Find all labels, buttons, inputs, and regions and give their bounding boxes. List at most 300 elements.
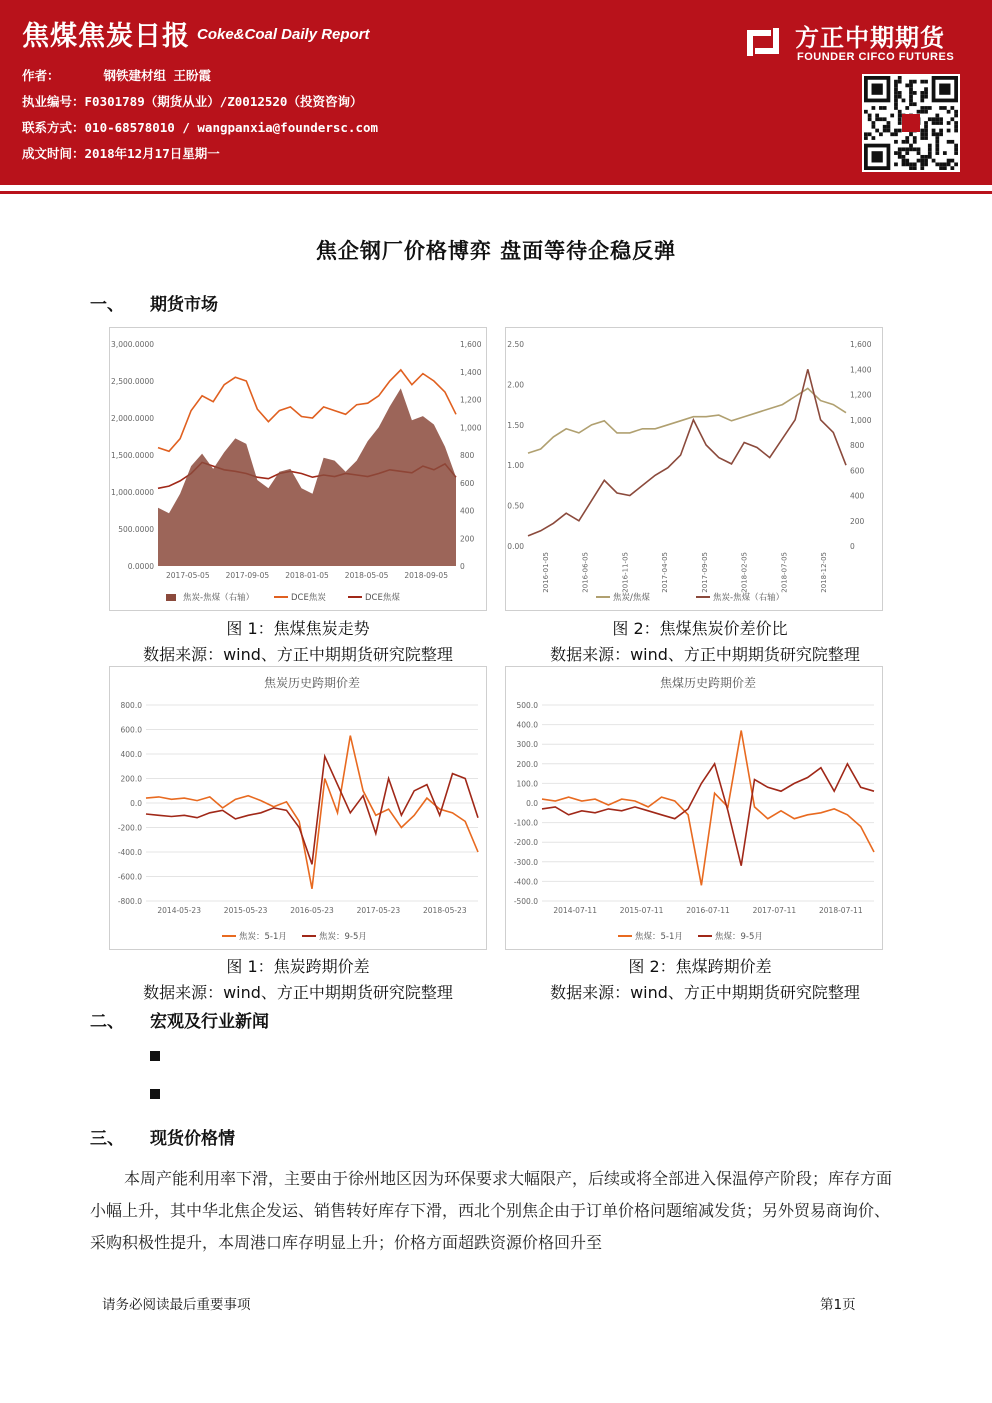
x-tick-label: 2015-05-23 [223,906,268,915]
x-tick-label: 2016-05-23 [290,906,334,915]
y2-tick-label: 400 [850,491,865,501]
qr-module [905,151,909,155]
x-tick-label: 2018-07-05 [780,552,789,593]
chart-coke-coal-trend-svg [110,328,488,612]
qr-module [913,140,917,144]
qr-module [875,114,879,118]
qr-module [894,102,898,106]
x-tick-label: 2016-11-05 [621,552,630,593]
qr-module [950,159,954,163]
qr-module [920,136,924,140]
section-number: 一、 [90,295,124,315]
qr-module [939,129,943,133]
qr-module [943,106,947,110]
x-tick-label: 2016-06-05 [581,552,590,593]
qr-module [898,151,902,155]
qr-module [932,121,936,125]
header-divider [0,191,992,194]
qr-module [924,87,928,91]
qr-module [920,155,924,159]
x-tick-label: 2016-07-11 [686,906,730,915]
qr-module [902,155,906,159]
license-line [22,92,362,110]
qr-finder-core [872,84,883,95]
x-tick-label: 2018-05-05 [344,571,389,580]
qr-module [935,114,939,118]
chart-spread-ratio-svg [506,328,884,612]
qr-module [913,102,917,106]
qr-module [887,121,891,125]
qr-module [909,147,913,151]
qr-module [872,106,876,110]
license-label: 执业编号： [22,94,85,109]
qr-module [898,117,902,121]
qr-module [928,117,932,121]
qr-module [954,121,958,125]
qr-module [950,166,954,170]
qr-module [913,162,917,166]
qr-module [939,106,943,110]
qr-module [898,91,902,95]
section-title: 宏观及行业新闻 [150,1012,269,1032]
y2-tick-label: 0 [850,542,855,551]
x-tick-label: 2016-01-05 [541,552,550,593]
qr-module [902,140,906,144]
qr-module [928,106,932,110]
x-tick-label: 2018-05-23 [423,906,467,915]
author-label: 作者： [22,68,60,83]
qr-module [872,136,876,140]
qr-module [954,125,958,129]
x-tick-label: 2018-09-05 [404,571,448,580]
x-tick-label: 2018-02-05 [740,552,749,593]
qr-module [924,91,928,95]
qr-module [894,95,898,99]
y-tick-label: 500.0 [516,701,538,710]
company-logo [743,18,978,68]
qr-module [894,91,898,95]
qr-module [913,136,917,140]
qr-module [902,162,906,166]
figure-caption-2: 图 2：焦煤焦炭价差价比 [612,619,788,638]
qr-module [932,159,936,163]
y-tick-label: 2,500.0000 [111,377,154,386]
y2-tick-label: 1,200 [850,390,872,400]
qr-module [954,162,958,166]
qr-module [932,129,936,133]
qr-module [872,125,876,129]
line-series [528,388,846,453]
x-tick-label: 2018-07-11 [819,906,863,915]
qr-module [890,132,894,136]
date-label: 成文时间： [22,146,85,161]
legend-label: DCE焦煤 [365,593,400,603]
qr-finder-core [939,84,950,95]
qr-module [898,147,902,151]
qr-module [920,110,924,114]
x-tick-label: 2017-04-05 [661,552,670,593]
qr-module [894,151,898,155]
contact-value: 010-68578010 / wangpanxia@foundersc.com [84,120,379,135]
x-tick-label: 2017-07-11 [752,906,797,915]
qr-module [917,151,921,155]
qr-module [879,106,883,110]
y2-tick-label: 1,400 [850,365,872,375]
qr-module [935,144,939,148]
y2-tick-label: 400 [460,506,475,516]
qr-module [924,132,928,136]
qr-module [943,162,947,166]
y-tick-label: 0.0 [130,799,142,808]
qr-module [924,162,928,166]
y2-tick-label: 200 [850,516,865,526]
qr-module [920,132,924,136]
qr-center-logo [902,114,920,132]
qr-module [894,84,898,88]
logo-text-en: FOUNDER CIFCO FUTURES [797,51,955,63]
qr-module [920,162,924,166]
qr-module [920,95,924,99]
y2-tick-label: 1,000 [460,423,482,433]
y2-tick-label: 1,400 [460,367,482,377]
qr-module [920,80,924,84]
y-tick-label: 200.0 [516,759,538,769]
body-paragraph [90,1163,900,1259]
y-tick-label: 2.00 [507,380,524,390]
qr-module [920,166,924,170]
qr-module [902,147,906,151]
x-tick-label: 2014-07-11 [553,906,597,915]
y-tick-label: 2,000.0000 [111,414,154,423]
qr-module [947,129,951,133]
section-heading-futures [90,290,218,315]
legend-swatch [166,594,176,601]
qr-module [935,117,939,121]
qr-module [898,121,902,125]
qr-module [917,110,921,114]
qr-module [909,162,913,166]
qr-module [924,80,928,84]
qr-module [935,151,939,155]
qr-module [898,110,902,114]
qr-module [898,76,902,80]
legend-label: 焦炭：5-1月 [239,932,287,942]
qr-module [905,162,909,166]
qr-module [939,121,943,125]
qr-module [898,80,902,84]
qr-module [894,132,898,136]
qr-module [898,95,902,99]
y-tick-label: -200.0 [117,823,142,833]
y2-tick-label: 1,600 [850,340,872,349]
qr-module [920,129,924,133]
figure-source-1: 数据来源：wind、方正中期期货研究院整理 [143,645,453,664]
qr-module [868,117,872,121]
qr-module [924,125,928,129]
qr-module [909,166,913,170]
qr-code-icon [864,76,958,170]
report-header [0,0,992,185]
document-title: 焦企钢厂价格博弈 盘面等待企稳反弹 [315,239,677,263]
qr-module [909,80,913,84]
qr-code [862,74,960,172]
qr-module [920,106,924,110]
date-value: 2018年12月17日星期一 [84,146,220,161]
y-tick-label: -300.0 [513,857,538,867]
qr-module [909,102,913,106]
y-tick-label: -600.0 [117,872,142,882]
x-tick-label: 2018-01-05 [285,571,329,580]
qr-module [935,162,939,166]
qr-module [939,117,943,121]
qr-module [913,166,917,170]
qr-module [943,166,947,170]
line-series [146,756,478,864]
qr-module [905,159,909,163]
qr-module [868,132,872,136]
qr-module [935,140,939,144]
y-tick-label: 500.0000 [118,525,154,534]
line-series [542,764,874,866]
y-tick-label: -800.0 [117,897,142,906]
qr-module [924,106,928,110]
x-tick-label: 2014-05-23 [157,906,201,915]
qr-module [864,132,868,136]
qr-module [894,99,898,103]
y-tick-label: 100.0 [516,779,538,789]
page-number: 第1页 [820,1297,856,1313]
qr-module [879,117,883,121]
y-tick-label: 0.0 [526,799,538,808]
qr-module [883,117,887,121]
founder-logo-icon [743,22,783,62]
qr-module [954,114,958,118]
qr-module [928,144,932,148]
paragraph-text: 本周产能利用率下滑，主要由于徐州地区因为环保要求大幅限产，后续或将全部进入保温停产阶段；库存方面小幅上升，其中华北焦企发运、销售转好库存下滑，西北个别焦企由于订单价格问题缩减发货；另外贸易商询价、采购积极性提升，本周港口库存明显上升；价格方面超跌资源价格回升至 [90,1169,893,1252]
qr-module [924,121,928,125]
chart-coal-calendar-spread [505,666,883,950]
y-tick-label: 1.50 [507,420,524,430]
qr-module [902,159,906,163]
bullet-marker [150,1089,160,1099]
line-series [146,736,478,889]
qr-module [913,147,917,151]
chart-coke-calendar-spread-svg [110,667,488,951]
y2-tick-label: 1,600 [460,340,482,349]
qr-module [909,99,913,103]
y2-tick-label: 200 [460,534,475,544]
y2-tick-label: 800 [850,441,865,450]
qr-module [924,159,928,163]
qr-module [932,132,936,136]
area-series [158,388,456,566]
qr-module [954,129,958,133]
section-number: 三、 [90,1129,124,1149]
qr-module [894,106,898,110]
chart-coke-coal-trend [109,327,487,611]
qr-module [935,132,939,136]
y-tick-label: 400.0 [120,750,142,759]
qr-module [879,132,883,136]
legend-label: DCE焦炭 [291,593,326,603]
qr-module [939,162,943,166]
qr-module [883,125,887,129]
chart-coal-calendar-spread-svg [506,667,884,951]
contact-line [22,118,378,136]
y-tick-label: -500.0 [513,897,538,906]
qr-module [898,129,902,133]
qr-module [932,117,936,121]
y-tick-label: 300.0 [516,740,538,750]
qr-module [954,151,958,155]
figure-caption-4: 图 2：焦煤跨期价差 [628,957,772,976]
qr-module [894,162,898,166]
y-tick-label: 1,500.0000 [111,451,154,460]
y-tick-label: -100.0 [513,818,538,828]
logo-text-cn: 方正中期期货 [795,24,945,52]
qr-module [917,159,921,163]
x-tick-label: 2017-09-05 [700,552,709,593]
legend-label: 焦炭-焦煤（右轴） [713,593,785,603]
section-title: 期货市场 [150,295,218,315]
qr-module [898,155,902,159]
qr-module [905,84,909,88]
y-tick-label: 600.0 [120,725,142,735]
qr-module [935,147,939,151]
y2-tick-label: 800 [460,451,475,460]
y-tick-label: 3,000.0000 [111,340,154,349]
qr-module [905,147,909,151]
qr-module [872,121,876,125]
qr-module [864,110,868,114]
qr-module [890,114,894,118]
qr-module [924,95,928,99]
chart-spread-ratio [505,327,883,611]
contact-label: 联系方式： [22,120,85,135]
x-tick-label: 2018-12-05 [820,552,829,593]
report-title-cn: 焦煤焦炭日报 [22,21,190,52]
chart-coke-calendar-spread [109,666,487,950]
qr-module [909,132,913,136]
qr-module [913,80,917,84]
qr-module [947,159,951,163]
y-tick-label: -200.0 [513,838,538,848]
section-heading-spot [90,1124,235,1149]
figure-source-2: 数据来源：wind、方正中期期货研究院整理 [550,645,860,664]
section-heading-macro [90,1007,269,1032]
qr-module [905,140,909,144]
y-tick-label: 0.00 [507,542,524,551]
qr-module [939,132,943,136]
qr-module [909,95,913,99]
figure-caption-1: 图 1：焦煤焦炭走势 [226,619,370,638]
qr-module [909,144,913,148]
qr-module [935,136,939,140]
y-tick-label: 400.0 [516,720,538,730]
figure-source-4: 数据来源：wind、方正中期期货研究院整理 [550,983,860,1002]
qr-module [928,151,932,155]
author-value: 钢铁建材组 王盼霞 [103,68,212,83]
legend-label: 焦炭-焦煤（右轴） [183,593,255,603]
qr-module [875,117,879,121]
x-tick-label: 2015-07-11 [619,906,664,915]
y-tick-label: 800.0 [120,701,142,710]
qr-module [902,99,906,103]
qr-module [954,147,958,151]
y-tick-label: -400.0 [513,877,538,887]
qr-module [913,91,917,95]
qr-module [954,110,958,114]
qr-module [909,87,913,91]
qr-module [935,121,939,125]
qr-module [920,159,924,163]
qr-module [887,129,891,133]
y-tick-label: -400.0 [117,848,142,857]
x-tick-label: 2017-05-05 [166,571,210,580]
qr-module [887,125,891,129]
chart-title: 焦炭历史跨期价差 [263,676,361,690]
qr-module [928,155,932,159]
x-tick-label: 2017-05-23 [356,906,401,915]
qr-module [928,147,932,151]
legend-label: 焦煤：9-5月 [715,932,763,942]
qr-module [954,144,958,148]
y-tick-label: 2.50 [507,340,524,349]
qr-module [947,121,951,125]
figure-source-3: 数据来源：wind、方正中期期货研究院整理 [143,983,453,1002]
license-value: F0301789（期货从业）/Z0012520（投资咨询） [84,94,363,109]
legend-label: 焦煤：5-1月 [635,932,683,942]
y-tick-label: 1.00 [507,461,524,471]
qr-module [883,129,887,133]
qr-module [894,129,898,133]
qr-module [894,80,898,84]
qr-module [894,87,898,91]
y2-tick-label: 1,200 [460,395,482,405]
qr-finder-core [872,151,883,162]
y-tick-label: 200.0 [120,774,142,784]
qr-module [898,114,902,118]
qr-module [864,136,868,140]
y2-tick-label: 1,000 [850,415,872,425]
qr-module [875,129,879,133]
report-title-en: Coke&Coal Daily Report [197,26,370,43]
y-tick-label: 0.0000 [127,562,154,571]
qr-module [947,162,951,166]
qr-module [920,91,924,95]
y2-tick-label: 600 [460,478,475,488]
qr-module [917,147,921,151]
y2-tick-label: 600 [850,466,865,476]
qr-module [920,99,924,103]
qr-module [924,110,928,114]
qr-module [947,140,951,144]
bullet-marker [150,1051,160,1061]
chart-title: 焦煤历史跨期价差 [659,676,757,690]
qr-module [947,110,951,114]
qr-module [950,140,954,144]
qr-module [868,114,872,118]
y2-tick-label: 0 [460,562,465,571]
qr-module [924,136,928,140]
qr-module [943,151,947,155]
qr-module [950,117,954,121]
author-line [22,66,211,84]
section-number: 二、 [90,1012,124,1032]
section-title: 现货价格情 [150,1129,235,1149]
y-tick-label: 0.50 [507,501,524,511]
qr-module [924,129,928,133]
